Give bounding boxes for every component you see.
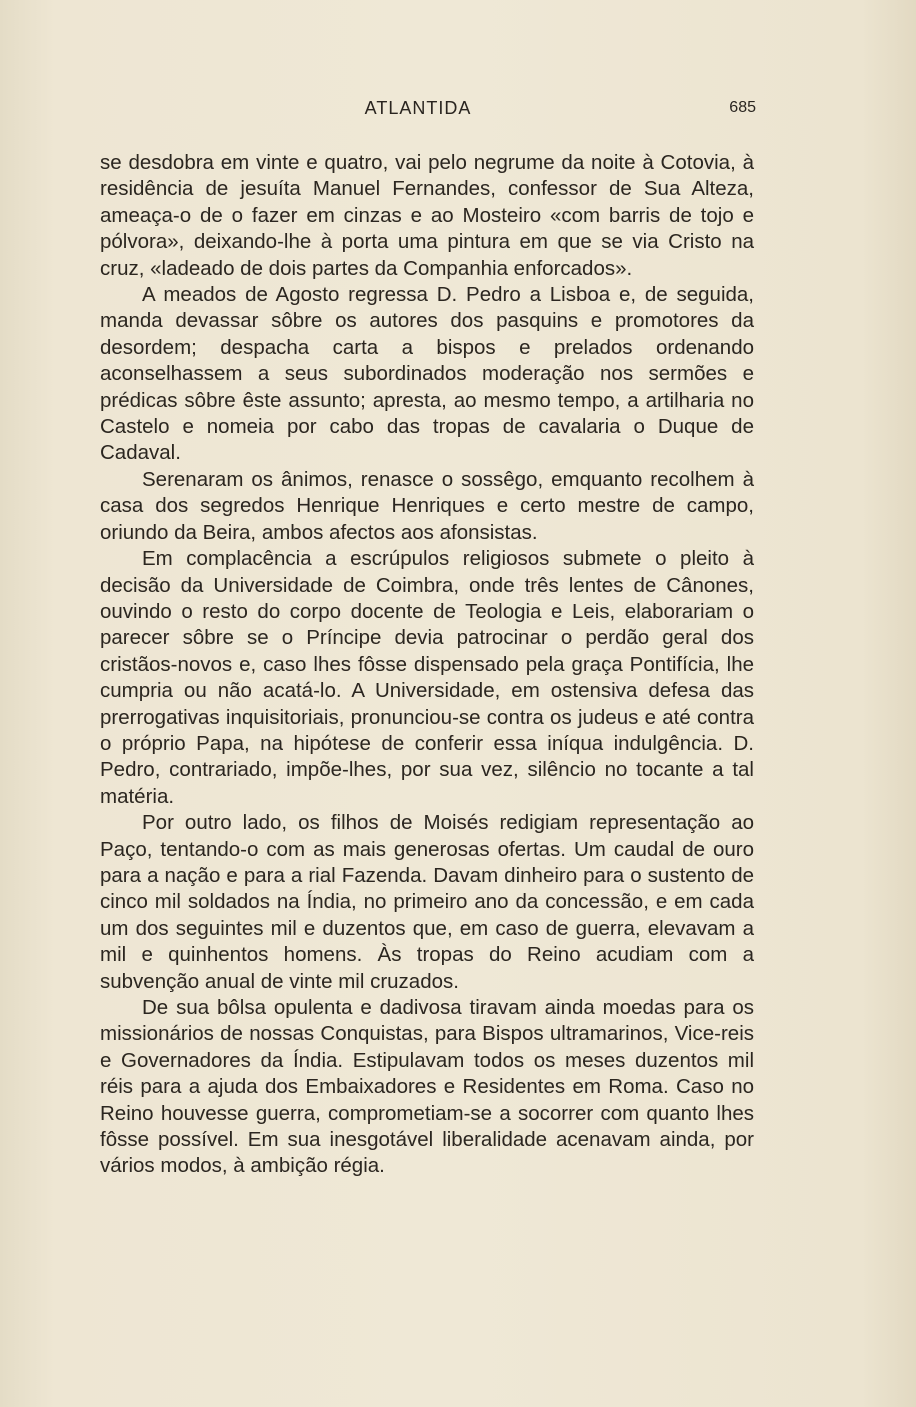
paragraph-1: se desdobra em vinte e quatro, vai pelo negrume da noite à Cotovia, à residência de jesuíta Manuel Fernandes, confessor de Sua Alteza, ameaça-o de o fazer em cinzas e ao Mosteiro «com barris de tojo e pólvora», deixando-lhe à porta uma pintura em que se via Cristo na cruz, «ladeado de dois partes da Companhia enforcados».: [100, 151, 754, 280]
page-header: [0, 98, 916, 124]
page-number: 685: [729, 99, 756, 116]
paragraph-2: A meados de Agosto regressa D. Pedro a Lisboa e, de seguida, manda devassar sôbre os autores dos pasquins e promotores da desordem; despacha carta a bispos e prelados ordenando aconselhassem a seus subordinados moderação nos sermões e prédicas sôbre êste assunto; apresta, ao mesmo tempo, a artilharia no Castelo e nomeia por cabo das tropas de cavalaria o Duque de Cadaval.: [100, 283, 754, 465]
paragraph-4: Em complacência a escrúpulos religiosos submete o pleito à decisão da Universidade de Coimbra, onde três lentes de Cânones, ouvindo o resto do corpo docente de Teologia e Leis, elaborariam o parecer sôbre se o Príncipe devia patrocinar o perdão geral dos cristãos-novos e, caso lhes fôsse dispensado pela graça Pontifícia, lhe cumpria ou não acatá-lo. A Universidade, em ostensiva defesa das prerrogativas inquisitoriais, pronunciou-se contra os judeus e até contra o próprio Papa, na hipótese de conferir essa iníqua indulgência. D. Pedro, contrariado, impõe-lhes, por sua vez, silêncio no tocante a tal matéria.: [100, 547, 754, 808]
body-text: [100, 150, 754, 1180]
running-title: ATLANTIDA: [364, 98, 472, 118]
paragraph-5: Por outro lado, os filhos de Moisés redigiam representação ao Paço, tentando-o com as mais generosas ofertas. Um caudal de ouro para a nação e para a rial Fazenda. Davam dinheiro para o sustento de cinco mil soldados na Índia, no primeiro ano da concessão, e em cada um dos seguintes mil e duzentos que, em caso de guerra, elevavam a mil e quinhentos homens. Às tropas do Reino acudiam com a subvenção anual de vinte mil cruzados.: [100, 811, 754, 993]
paragraph-6: De sua bôlsa opulenta e dadivosa tiravam ainda moedas para os missionários de nossas Conquistas, para Bispos ultramarinos, Vice-reis e Governadores da Índia. Estipulavam todos os meses duzentos mil réis para a ajuda dos Embaixadores e Residentes em Roma. Caso no Reino houvesse guerra, comprometiam-se a socorrer com quanto lhes fôsse possível. Em sua inesgotável liberalidade acenavam ainda, por vários modos, à ambição régia.: [100, 996, 754, 1178]
paragraph-3: Serenaram os ânimos, renasce o sossêgo, emquanto recolhem à casa dos segredos Henrique Henriques e certo mestre de campo, oriundo da Beira, ambos afectos aos afonsistas.: [100, 467, 754, 544]
